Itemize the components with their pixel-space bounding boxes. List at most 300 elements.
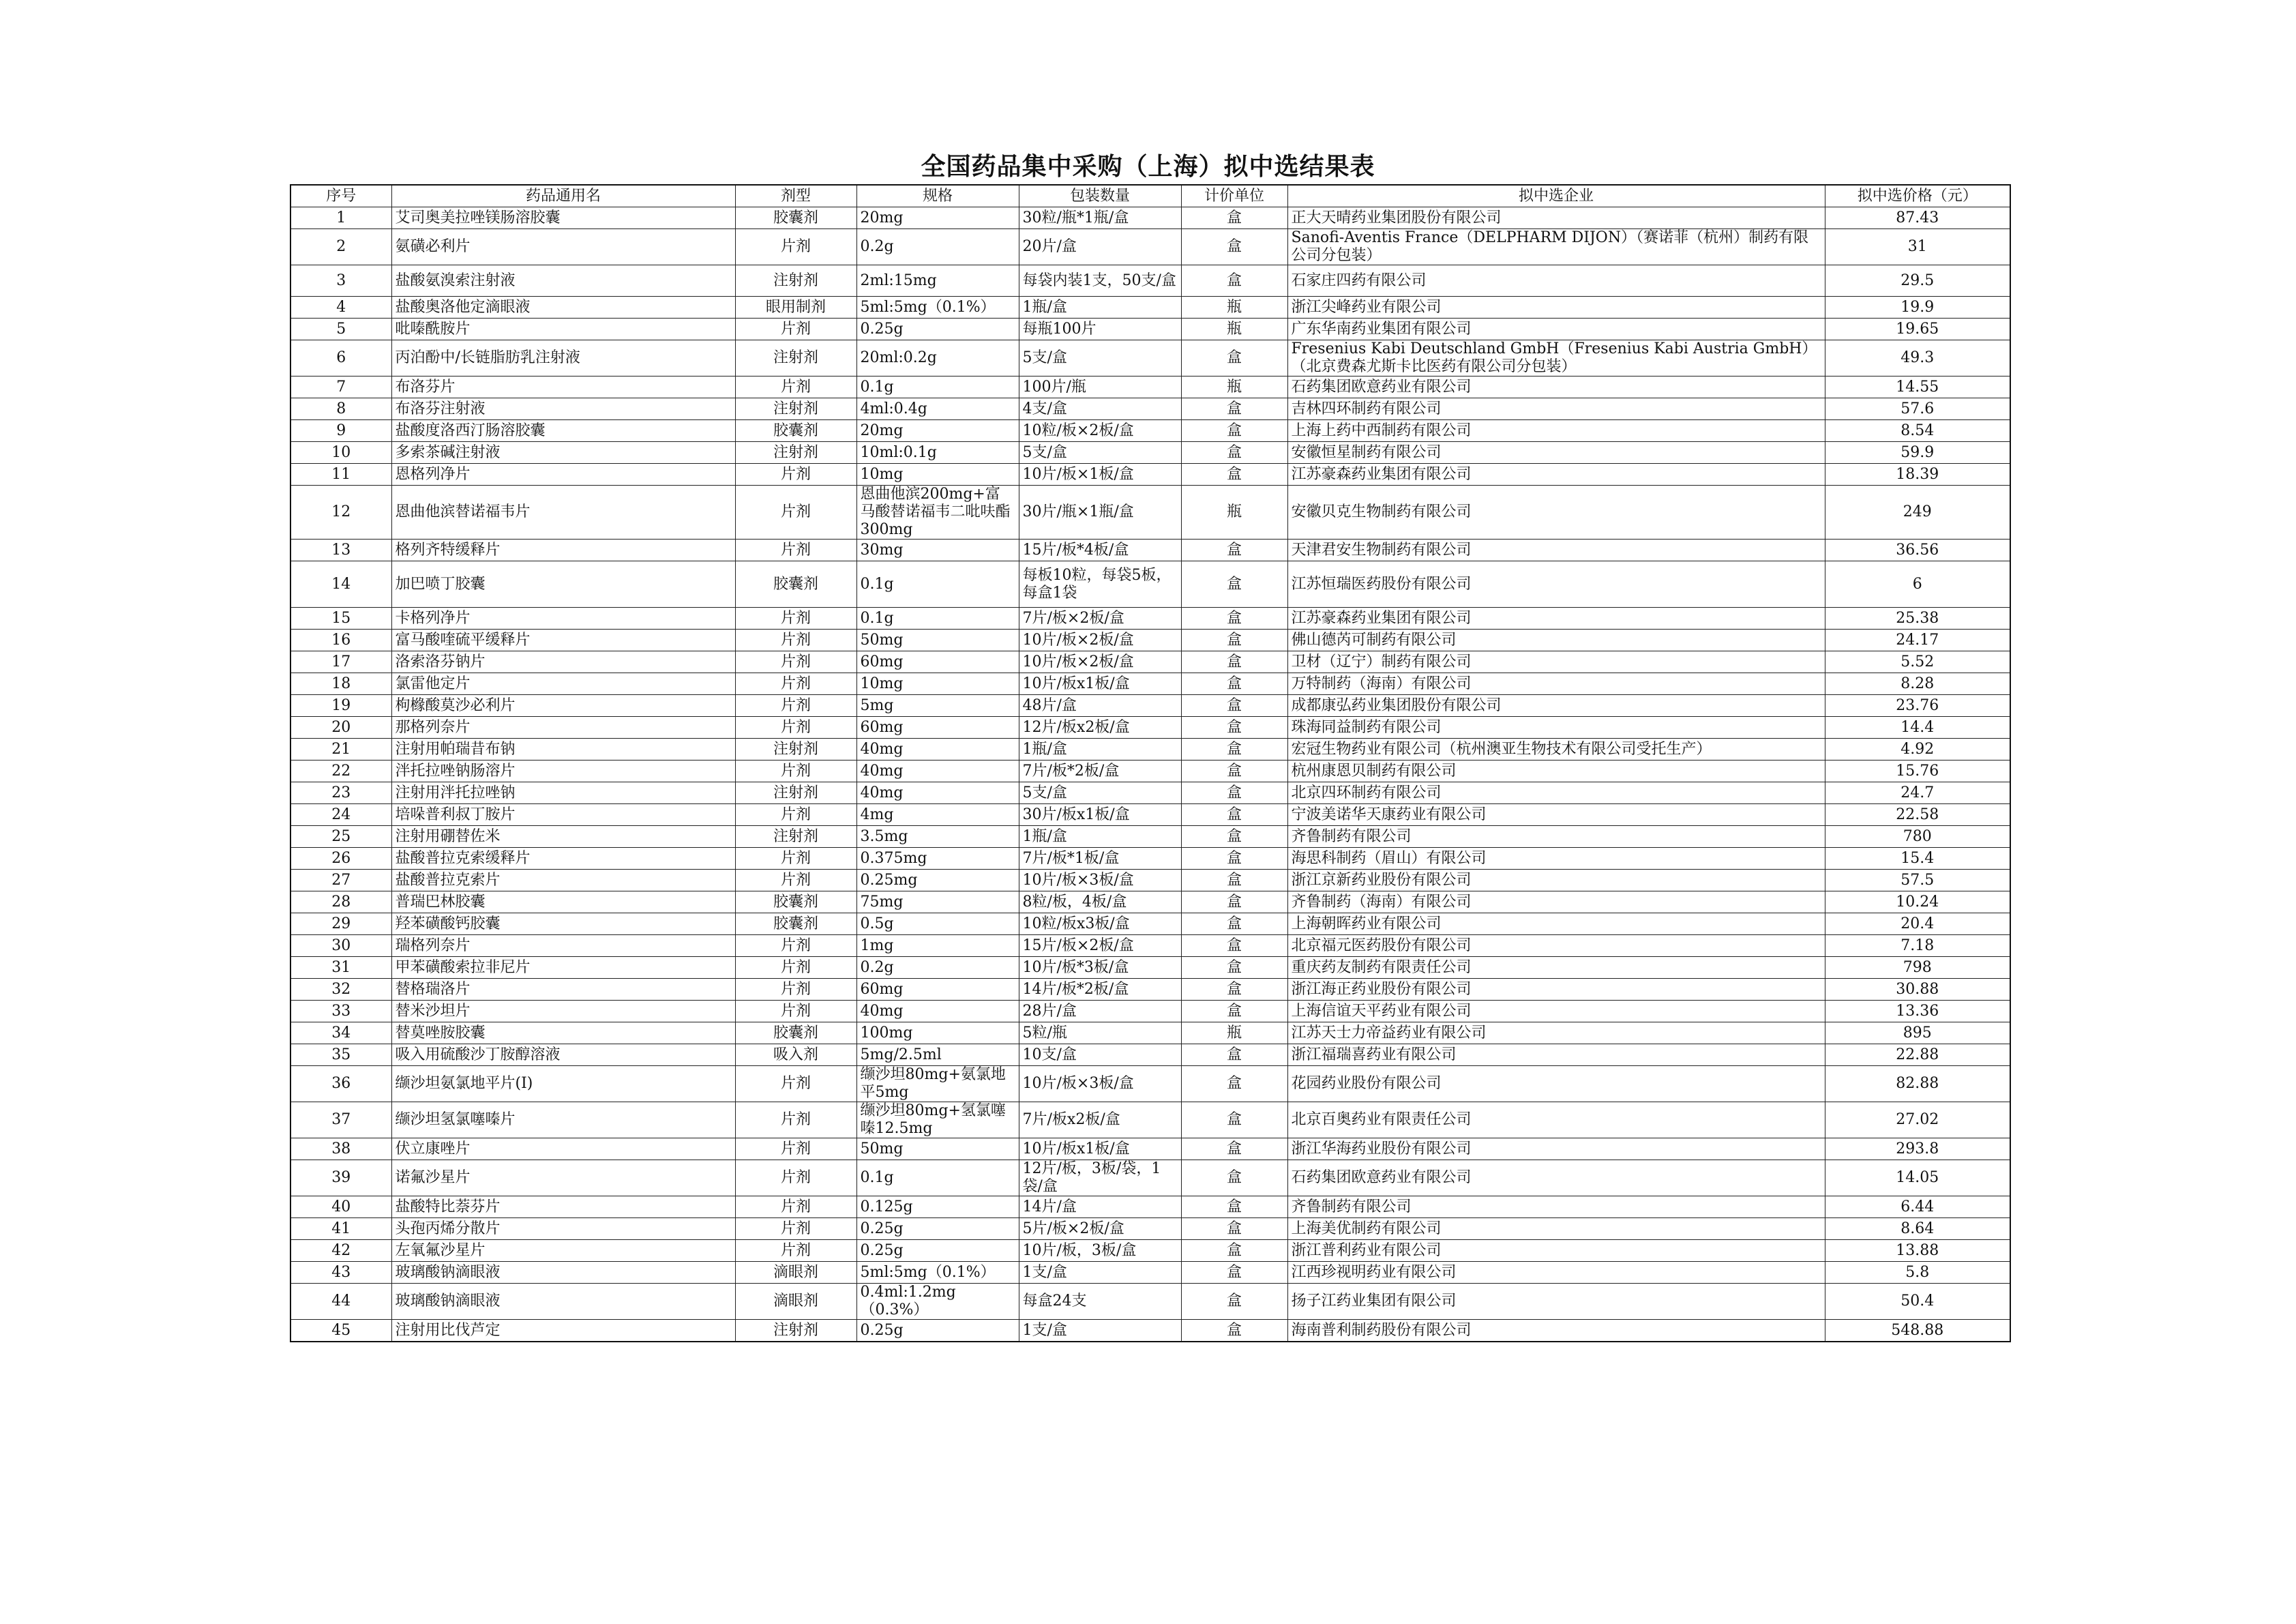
cell-index: 21 bbox=[290, 739, 391, 761]
cell-spec: 40mg bbox=[856, 761, 1019, 782]
cell-price: 59.9 bbox=[1825, 442, 2010, 464]
results-table bbox=[290, 184, 2011, 1342]
cell-price: 4.92 bbox=[1825, 739, 2010, 761]
table-row bbox=[290, 935, 2010, 957]
cell-index: 34 bbox=[290, 1022, 391, 1044]
cell-drug-name: 玻璃酸钠滴眼液 bbox=[391, 1262, 735, 1284]
cell-drug-name: 洛索洛芬钠片 bbox=[391, 651, 735, 673]
cell-price: 249 bbox=[1825, 486, 2010, 540]
cell-dosage-form: 胶囊剂 bbox=[735, 561, 856, 608]
cell-index: 22 bbox=[290, 761, 391, 782]
cell-unit: 盒 bbox=[1181, 1320, 1287, 1342]
cell-index: 43 bbox=[290, 1262, 391, 1284]
cell-spec: 4mg bbox=[856, 804, 1019, 826]
cell-index: 45 bbox=[290, 1320, 391, 1342]
cell-spec: 50mg bbox=[856, 1138, 1019, 1160]
cell-index: 32 bbox=[290, 979, 391, 1001]
cell-price: 7.18 bbox=[1825, 935, 2010, 957]
cell-package: 每瓶100片 bbox=[1019, 319, 1181, 340]
cell-dosage-form: 片剂 bbox=[735, 695, 856, 717]
cell-dosage-form: 片剂 bbox=[735, 1240, 856, 1262]
cell-price: 19.65 bbox=[1825, 319, 2010, 340]
cell-company: 浙江福瑞喜药业有限公司 bbox=[1287, 1044, 1825, 1066]
cell-dosage-form: 片剂 bbox=[735, 848, 856, 870]
cell-price: 31 bbox=[1825, 229, 2010, 265]
cell-drug-name: 盐酸普拉克索片 bbox=[391, 870, 735, 891]
cell-drug-name: 缬沙坦氢氯噻嗪片 bbox=[391, 1102, 735, 1138]
table-row bbox=[290, 1102, 2010, 1138]
cell-price: 57.5 bbox=[1825, 870, 2010, 891]
cell-price: 50.4 bbox=[1825, 1284, 2010, 1320]
cell-unit: 盒 bbox=[1181, 1196, 1287, 1218]
cell-drug-name: 盐酸奥洛他定滴眼液 bbox=[391, 297, 735, 319]
cell-index: 9 bbox=[290, 420, 391, 442]
cell-index: 20 bbox=[290, 717, 391, 739]
cell-drug-name: 替莫唑胺胶囊 bbox=[391, 1022, 735, 1044]
cell-index: 24 bbox=[290, 804, 391, 826]
cell-company: 重庆药友制药有限责任公司 bbox=[1287, 957, 1825, 979]
cell-dosage-form: 片剂 bbox=[735, 1196, 856, 1218]
cell-dosage-form: 片剂 bbox=[735, 979, 856, 1001]
table-row bbox=[290, 717, 2010, 739]
cell-index: 16 bbox=[290, 630, 391, 651]
table-row bbox=[290, 442, 2010, 464]
cell-company: Fresenius Kabi Deutschland GmbH（Fresenius Kabi Austria GmbH）（北京费森尤斯卡比医药有限公司分包装） bbox=[1287, 340, 1825, 377]
table-row bbox=[290, 398, 2010, 420]
cell-index: 6 bbox=[290, 340, 391, 377]
cell-unit: 盒 bbox=[1181, 398, 1287, 420]
page-title: 全国药品集中采购（上海）拟中选结果表 bbox=[921, 153, 1375, 181]
cell-dosage-form: 滴眼剂 bbox=[735, 1262, 856, 1284]
cell-company: 江苏恒瑞医药股份有限公司 bbox=[1287, 561, 1825, 608]
cell-index: 25 bbox=[290, 826, 391, 848]
cell-dosage-form: 片剂 bbox=[735, 1138, 856, 1160]
table-row bbox=[290, 608, 2010, 630]
cell-spec: 0.1g bbox=[856, 1160, 1019, 1196]
cell-dosage-form: 片剂 bbox=[735, 319, 856, 340]
cell-index: 23 bbox=[290, 782, 391, 804]
cell-price: 14.05 bbox=[1825, 1160, 2010, 1196]
cell-company: 上海朝晖药业有限公司 bbox=[1287, 913, 1825, 935]
table-row bbox=[290, 561, 2010, 608]
cell-dosage-form: 眼用制剂 bbox=[735, 297, 856, 319]
cell-dosage-form: 片剂 bbox=[735, 870, 856, 891]
cell-index: 17 bbox=[290, 651, 391, 673]
cell-price: 19.9 bbox=[1825, 297, 2010, 319]
cell-company: 北京福元医药股份有限公司 bbox=[1287, 935, 1825, 957]
cell-package: 28片/盒 bbox=[1019, 1001, 1181, 1022]
cell-spec: 40mg bbox=[856, 739, 1019, 761]
cell-company: 佛山德芮可制药有限公司 bbox=[1287, 630, 1825, 651]
cell-package: 10片/板x1板/盒 bbox=[1019, 1138, 1181, 1160]
cell-unit: 盒 bbox=[1181, 1240, 1287, 1262]
cell-company: 北京百奥药业有限责任公司 bbox=[1287, 1102, 1825, 1138]
table-row bbox=[290, 804, 2010, 826]
cell-price: 27.02 bbox=[1825, 1102, 2010, 1138]
cell-company: 正大天晴药业集团股份有限公司 bbox=[1287, 207, 1825, 229]
cell-dosage-form: 片剂 bbox=[735, 377, 856, 398]
cell-package: 10片/板×3板/盒 bbox=[1019, 1066, 1181, 1102]
cell-company: 石药集团欧意药业有限公司 bbox=[1287, 1160, 1825, 1196]
cell-unit: 盒 bbox=[1181, 891, 1287, 913]
table-row bbox=[290, 695, 2010, 717]
cell-spec: 100mg bbox=[856, 1022, 1019, 1044]
cell-unit: 盒 bbox=[1181, 1218, 1287, 1240]
table-row bbox=[290, 739, 2010, 761]
cell-drug-name: 伏立康唑片 bbox=[391, 1138, 735, 1160]
cell-dosage-form: 注射剂 bbox=[735, 782, 856, 804]
cell-package: 15片/板×2板/盒 bbox=[1019, 935, 1181, 957]
cell-package: 5支/盒 bbox=[1019, 340, 1181, 377]
cell-spec: 0.25g bbox=[856, 319, 1019, 340]
cell-package: 12片/板，3板/袋，1袋/盒 bbox=[1019, 1160, 1181, 1196]
cell-package: 20片/盒 bbox=[1019, 229, 1181, 265]
cell-unit: 盒 bbox=[1181, 442, 1287, 464]
cell-drug-name: 替格瑞洛片 bbox=[391, 979, 735, 1001]
cell-price: 18.39 bbox=[1825, 464, 2010, 486]
cell-unit: 盒 bbox=[1181, 265, 1287, 297]
cell-package: 10片/板×1板/盒 bbox=[1019, 464, 1181, 486]
cell-drug-name: 替米沙坦片 bbox=[391, 1001, 735, 1022]
table-row bbox=[290, 1320, 2010, 1342]
cell-company: 齐鲁制药有限公司 bbox=[1287, 1196, 1825, 1218]
table-row bbox=[290, 1044, 2010, 1066]
table-row bbox=[290, 229, 2010, 265]
cell-dosage-form: 片剂 bbox=[735, 464, 856, 486]
cell-company: 扬子江药业集团有限公司 bbox=[1287, 1284, 1825, 1320]
cell-spec: 0.1g bbox=[856, 561, 1019, 608]
cell-package: 10片/板×2板/盒 bbox=[1019, 630, 1181, 651]
cell-unit: 盒 bbox=[1181, 651, 1287, 673]
cell-drug-name: 布洛芬注射液 bbox=[391, 398, 735, 420]
cell-drug-name: 艾司奥美拉唑镁肠溶胶囊 bbox=[391, 207, 735, 229]
col-header-price: 拟中选价格（元） bbox=[1825, 185, 2010, 207]
cell-company: 海思科制药（眉山）有限公司 bbox=[1287, 848, 1825, 870]
cell-dosage-form: 胶囊剂 bbox=[735, 207, 856, 229]
cell-price: 5.8 bbox=[1825, 1262, 2010, 1284]
cell-package: 5粒/瓶 bbox=[1019, 1022, 1181, 1044]
cell-unit: 瓶 bbox=[1181, 1022, 1287, 1044]
cell-spec: 0.125g bbox=[856, 1196, 1019, 1218]
cell-price: 6 bbox=[1825, 561, 2010, 608]
cell-dosage-form: 注射剂 bbox=[735, 442, 856, 464]
cell-company: 卫材（辽宁）制药有限公司 bbox=[1287, 651, 1825, 673]
cell-index: 15 bbox=[290, 608, 391, 630]
cell-price: 87.43 bbox=[1825, 207, 2010, 229]
cell-spec: 2ml:15mg bbox=[856, 265, 1019, 297]
cell-dosage-form: 片剂 bbox=[735, 935, 856, 957]
cell-unit: 盒 bbox=[1181, 739, 1287, 761]
cell-company: 浙江海正药业股份有限公司 bbox=[1287, 979, 1825, 1001]
table-body bbox=[290, 207, 2010, 1342]
cell-spec: 0.1g bbox=[856, 608, 1019, 630]
cell-package: 100片/瓶 bbox=[1019, 377, 1181, 398]
cell-spec: 5mg/2.5ml bbox=[856, 1044, 1019, 1066]
cell-index: 4 bbox=[290, 297, 391, 319]
cell-dosage-form: 片剂 bbox=[735, 673, 856, 695]
table-row bbox=[290, 340, 2010, 377]
cell-dosage-form: 胶囊剂 bbox=[735, 913, 856, 935]
cell-dosage-form: 片剂 bbox=[735, 630, 856, 651]
table-row bbox=[290, 420, 2010, 442]
cell-company: 浙江尖峰药业有限公司 bbox=[1287, 297, 1825, 319]
cell-drug-name: 氨磺必利片 bbox=[391, 229, 735, 265]
cell-unit: 瓶 bbox=[1181, 377, 1287, 398]
cell-company: 万特制药（海南）有限公司 bbox=[1287, 673, 1825, 695]
col-header-package: 包装数量 bbox=[1019, 185, 1181, 207]
cell-package: 10片/板×2板/盒 bbox=[1019, 651, 1181, 673]
cell-package: 7片/板*1板/盒 bbox=[1019, 848, 1181, 870]
cell-index: 18 bbox=[290, 673, 391, 695]
cell-price: 5.52 bbox=[1825, 651, 2010, 673]
cell-unit: 盒 bbox=[1181, 804, 1287, 826]
cell-package: 5支/盒 bbox=[1019, 442, 1181, 464]
cell-price: 6.44 bbox=[1825, 1196, 2010, 1218]
cell-spec: 0.25g bbox=[856, 1320, 1019, 1342]
cell-company: 上海信谊天平药业有限公司 bbox=[1287, 1001, 1825, 1022]
table-row bbox=[290, 1160, 2010, 1196]
table-row bbox=[290, 913, 2010, 935]
cell-dosage-form: 滴眼剂 bbox=[735, 1284, 856, 1320]
cell-company: 石药集团欧意药业有限公司 bbox=[1287, 377, 1825, 398]
cell-unit: 盒 bbox=[1181, 1160, 1287, 1196]
cell-package: 10粒/板x3板/盒 bbox=[1019, 913, 1181, 935]
cell-index: 31 bbox=[290, 957, 391, 979]
table-row bbox=[290, 957, 2010, 979]
table-row bbox=[290, 1001, 2010, 1022]
cell-dosage-form: 片剂 bbox=[735, 1066, 856, 1102]
table-row bbox=[290, 848, 2010, 870]
cell-index: 5 bbox=[290, 319, 391, 340]
cell-unit: 瓶 bbox=[1181, 297, 1287, 319]
cell-spec: 20mg bbox=[856, 207, 1019, 229]
cell-price: 24.7 bbox=[1825, 782, 2010, 804]
cell-dosage-form: 片剂 bbox=[735, 804, 856, 826]
cell-drug-name: 盐酸度洛西汀肠溶胶囊 bbox=[391, 420, 735, 442]
cell-spec: 缬沙坦80mg+氢氯噻嗪12.5mg bbox=[856, 1102, 1019, 1138]
cell-unit: 盒 bbox=[1181, 870, 1287, 891]
cell-price: 22.88 bbox=[1825, 1044, 2010, 1066]
cell-spec: 75mg bbox=[856, 891, 1019, 913]
cell-dosage-form: 片剂 bbox=[735, 1102, 856, 1138]
cell-price: 49.3 bbox=[1825, 340, 2010, 377]
cell-company: 珠海同益制药有限公司 bbox=[1287, 717, 1825, 739]
table-row bbox=[290, 651, 2010, 673]
cell-spec: 10mg bbox=[856, 464, 1019, 486]
cell-spec: 40mg bbox=[856, 1001, 1019, 1022]
cell-dosage-form: 片剂 bbox=[735, 651, 856, 673]
cell-index: 19 bbox=[290, 695, 391, 717]
cell-dosage-form: 注射剂 bbox=[735, 739, 856, 761]
cell-price: 13.88 bbox=[1825, 1240, 2010, 1262]
cell-drug-name: 泮托拉唑钠肠溶片 bbox=[391, 761, 735, 782]
cell-price: 22.58 bbox=[1825, 804, 2010, 826]
cell-spec: 5ml:5mg（0.1%） bbox=[856, 297, 1019, 319]
cell-spec: 0.25g bbox=[856, 1240, 1019, 1262]
cell-package: 14片/盒 bbox=[1019, 1196, 1181, 1218]
cell-price: 780 bbox=[1825, 826, 2010, 848]
cell-spec: 恩曲他滨200mg+富马酸替诺福韦二吡呋酯300mg bbox=[856, 486, 1019, 540]
table-row bbox=[290, 1196, 2010, 1218]
cell-company: 宏冠生物药业有限公司（杭州澳亚生物技术有限公司受托生产） bbox=[1287, 739, 1825, 761]
cell-package: 每板10粒，每袋5板，每盒1袋 bbox=[1019, 561, 1181, 608]
cell-index: 41 bbox=[290, 1218, 391, 1240]
cell-package: 1瓶/盒 bbox=[1019, 826, 1181, 848]
cell-drug-name: 恩格列净片 bbox=[391, 464, 735, 486]
cell-company: 天津君安生物制药有限公司 bbox=[1287, 540, 1825, 561]
cell-company: Sanofi-Aventis France（DELPHARM DIJON）（赛诺菲（杭州）制药有限公司分包装） bbox=[1287, 229, 1825, 265]
cell-unit: 盒 bbox=[1181, 935, 1287, 957]
cell-drug-name: 头孢丙烯分散片 bbox=[391, 1218, 735, 1240]
cell-dosage-form: 片剂 bbox=[735, 486, 856, 540]
table-row bbox=[290, 891, 2010, 913]
cell-price: 548.88 bbox=[1825, 1320, 2010, 1342]
cell-dosage-form: 片剂 bbox=[735, 608, 856, 630]
cell-unit: 盒 bbox=[1181, 540, 1287, 561]
cell-drug-name: 缬沙坦氨氯地平片(Ⅰ) bbox=[391, 1066, 735, 1102]
cell-package: 每袋内装1支，50支/盒 bbox=[1019, 265, 1181, 297]
cell-company: 江苏天士力帝益药业有限公司 bbox=[1287, 1022, 1825, 1044]
cell-company: 浙江普利药业有限公司 bbox=[1287, 1240, 1825, 1262]
cell-spec: 0.1g bbox=[856, 377, 1019, 398]
col-header-unit: 计价单位 bbox=[1181, 185, 1287, 207]
cell-company: 石家庄四药有限公司 bbox=[1287, 265, 1825, 297]
cell-index: 7 bbox=[290, 377, 391, 398]
cell-spec: 0.2g bbox=[856, 957, 1019, 979]
cell-unit: 盒 bbox=[1181, 340, 1287, 377]
table-row bbox=[290, 1022, 2010, 1044]
cell-unit: 盒 bbox=[1181, 1138, 1287, 1160]
cell-package: 30片/板x1板/盒 bbox=[1019, 804, 1181, 826]
cell-drug-name: 注射用帕瑞昔布钠 bbox=[391, 739, 735, 761]
table-row bbox=[290, 979, 2010, 1001]
cell-package: 7片/板x2板/盒 bbox=[1019, 1102, 1181, 1138]
cell-unit: 盒 bbox=[1181, 761, 1287, 782]
cell-unit: 盒 bbox=[1181, 1066, 1287, 1102]
cell-price: 293.8 bbox=[1825, 1138, 2010, 1160]
table-row bbox=[290, 673, 2010, 695]
cell-drug-name: 多索茶碱注射液 bbox=[391, 442, 735, 464]
cell-dosage-form: 胶囊剂 bbox=[735, 1022, 856, 1044]
cell-unit: 瓶 bbox=[1181, 486, 1287, 540]
cell-index: 28 bbox=[290, 891, 391, 913]
cell-spec: 缬沙坦80mg+氨氯地平5mg bbox=[856, 1066, 1019, 1102]
cell-company: 安徽恒星制药有限公司 bbox=[1287, 442, 1825, 464]
cell-spec: 0.375mg bbox=[856, 848, 1019, 870]
cell-drug-name: 那格列奈片 bbox=[391, 717, 735, 739]
cell-spec: 60mg bbox=[856, 717, 1019, 739]
cell-index: 42 bbox=[290, 1240, 391, 1262]
col-header-drug-name: 药品通用名 bbox=[391, 185, 735, 207]
table-row bbox=[290, 486, 2010, 540]
table-row bbox=[290, 464, 2010, 486]
cell-unit: 盒 bbox=[1181, 207, 1287, 229]
cell-price: 10.24 bbox=[1825, 891, 2010, 913]
cell-package: 10片/板x1板/盒 bbox=[1019, 673, 1181, 695]
cell-package: 30片/瓶×1瓶/盒 bbox=[1019, 486, 1181, 540]
cell-package: 4支/盒 bbox=[1019, 398, 1181, 420]
cell-spec: 0.5g bbox=[856, 913, 1019, 935]
cell-index: 33 bbox=[290, 1001, 391, 1022]
cell-price: 25.38 bbox=[1825, 608, 2010, 630]
table-row bbox=[290, 1138, 2010, 1160]
cell-index: 26 bbox=[290, 848, 391, 870]
cell-dosage-form: 注射剂 bbox=[735, 826, 856, 848]
cell-index: 35 bbox=[290, 1044, 391, 1066]
cell-drug-name: 盐酸氨溴索注射液 bbox=[391, 265, 735, 297]
cell-drug-name: 富马酸喹硫平缓释片 bbox=[391, 630, 735, 651]
cell-company: 杭州康恩贝制药有限公司 bbox=[1287, 761, 1825, 782]
cell-drug-name: 注射用泮托拉唑钠 bbox=[391, 782, 735, 804]
cell-package: 10片/板×3板/盒 bbox=[1019, 870, 1181, 891]
col-header-dosage-form: 剂型 bbox=[735, 185, 856, 207]
cell-unit: 盒 bbox=[1181, 464, 1287, 486]
table-row bbox=[290, 377, 2010, 398]
cell-drug-name: 加巴喷丁胶囊 bbox=[391, 561, 735, 608]
table-row bbox=[290, 826, 2010, 848]
cell-company: 上海上药中西制药有限公司 bbox=[1287, 420, 1825, 442]
cell-price: 24.17 bbox=[1825, 630, 2010, 651]
table-row bbox=[290, 207, 2010, 229]
cell-spec: 5mg bbox=[856, 695, 1019, 717]
cell-drug-name: 吸入用硫酸沙丁胺醇溶液 bbox=[391, 1044, 735, 1066]
table-row bbox=[290, 1240, 2010, 1262]
cell-unit: 盒 bbox=[1181, 1284, 1287, 1320]
cell-spec: 0.4ml:1.2mg（0.3%） bbox=[856, 1284, 1019, 1320]
cell-drug-name: 甲苯磺酸索拉非尼片 bbox=[391, 957, 735, 979]
cell-unit: 盒 bbox=[1181, 913, 1287, 935]
cell-unit: 盒 bbox=[1181, 695, 1287, 717]
cell-package: 5片/板×2板/盒 bbox=[1019, 1218, 1181, 1240]
cell-package: 1瓶/盒 bbox=[1019, 739, 1181, 761]
cell-index: 29 bbox=[290, 913, 391, 935]
cell-index: 1 bbox=[290, 207, 391, 229]
cell-index: 36 bbox=[290, 1066, 391, 1102]
cell-price: 20.4 bbox=[1825, 913, 2010, 935]
cell-index: 37 bbox=[290, 1102, 391, 1138]
cell-package: 1支/盒 bbox=[1019, 1262, 1181, 1284]
cell-unit: 盒 bbox=[1181, 229, 1287, 265]
cell-drug-name: 恩曲他滨替诺福韦片 bbox=[391, 486, 735, 540]
cell-price: 798 bbox=[1825, 957, 2010, 979]
cell-package: 10片/板*3板/盒 bbox=[1019, 957, 1181, 979]
table-row bbox=[290, 782, 2010, 804]
cell-spec: 10ml:0.1g bbox=[856, 442, 1019, 464]
cell-index: 13 bbox=[290, 540, 391, 561]
cell-package: 每盒24支 bbox=[1019, 1284, 1181, 1320]
cell-dosage-form: 片剂 bbox=[735, 761, 856, 782]
cell-price: 82.88 bbox=[1825, 1066, 2010, 1102]
cell-company: 江苏豪森药业集团有限公司 bbox=[1287, 464, 1825, 486]
cell-unit: 盒 bbox=[1181, 782, 1287, 804]
cell-price: 895 bbox=[1825, 1022, 2010, 1044]
cell-price: 36.56 bbox=[1825, 540, 2010, 561]
cell-company: 齐鲁制药有限公司 bbox=[1287, 826, 1825, 848]
cell-price: 30.88 bbox=[1825, 979, 2010, 1001]
cell-package: 12片/板x2板/盒 bbox=[1019, 717, 1181, 739]
cell-package: 1瓶/盒 bbox=[1019, 297, 1181, 319]
cell-unit: 盒 bbox=[1181, 561, 1287, 608]
cell-dosage-form: 片剂 bbox=[735, 1218, 856, 1240]
cell-index: 27 bbox=[290, 870, 391, 891]
cell-package: 15片/板*4板/盒 bbox=[1019, 540, 1181, 561]
col-header-index: 序号 bbox=[290, 185, 391, 207]
cell-drug-name: 瑞格列奈片 bbox=[391, 935, 735, 957]
cell-spec: 4ml:0.4g bbox=[856, 398, 1019, 420]
cell-index: 12 bbox=[290, 486, 391, 540]
cell-price: 29.5 bbox=[1825, 265, 2010, 297]
cell-spec: 40mg bbox=[856, 782, 1019, 804]
